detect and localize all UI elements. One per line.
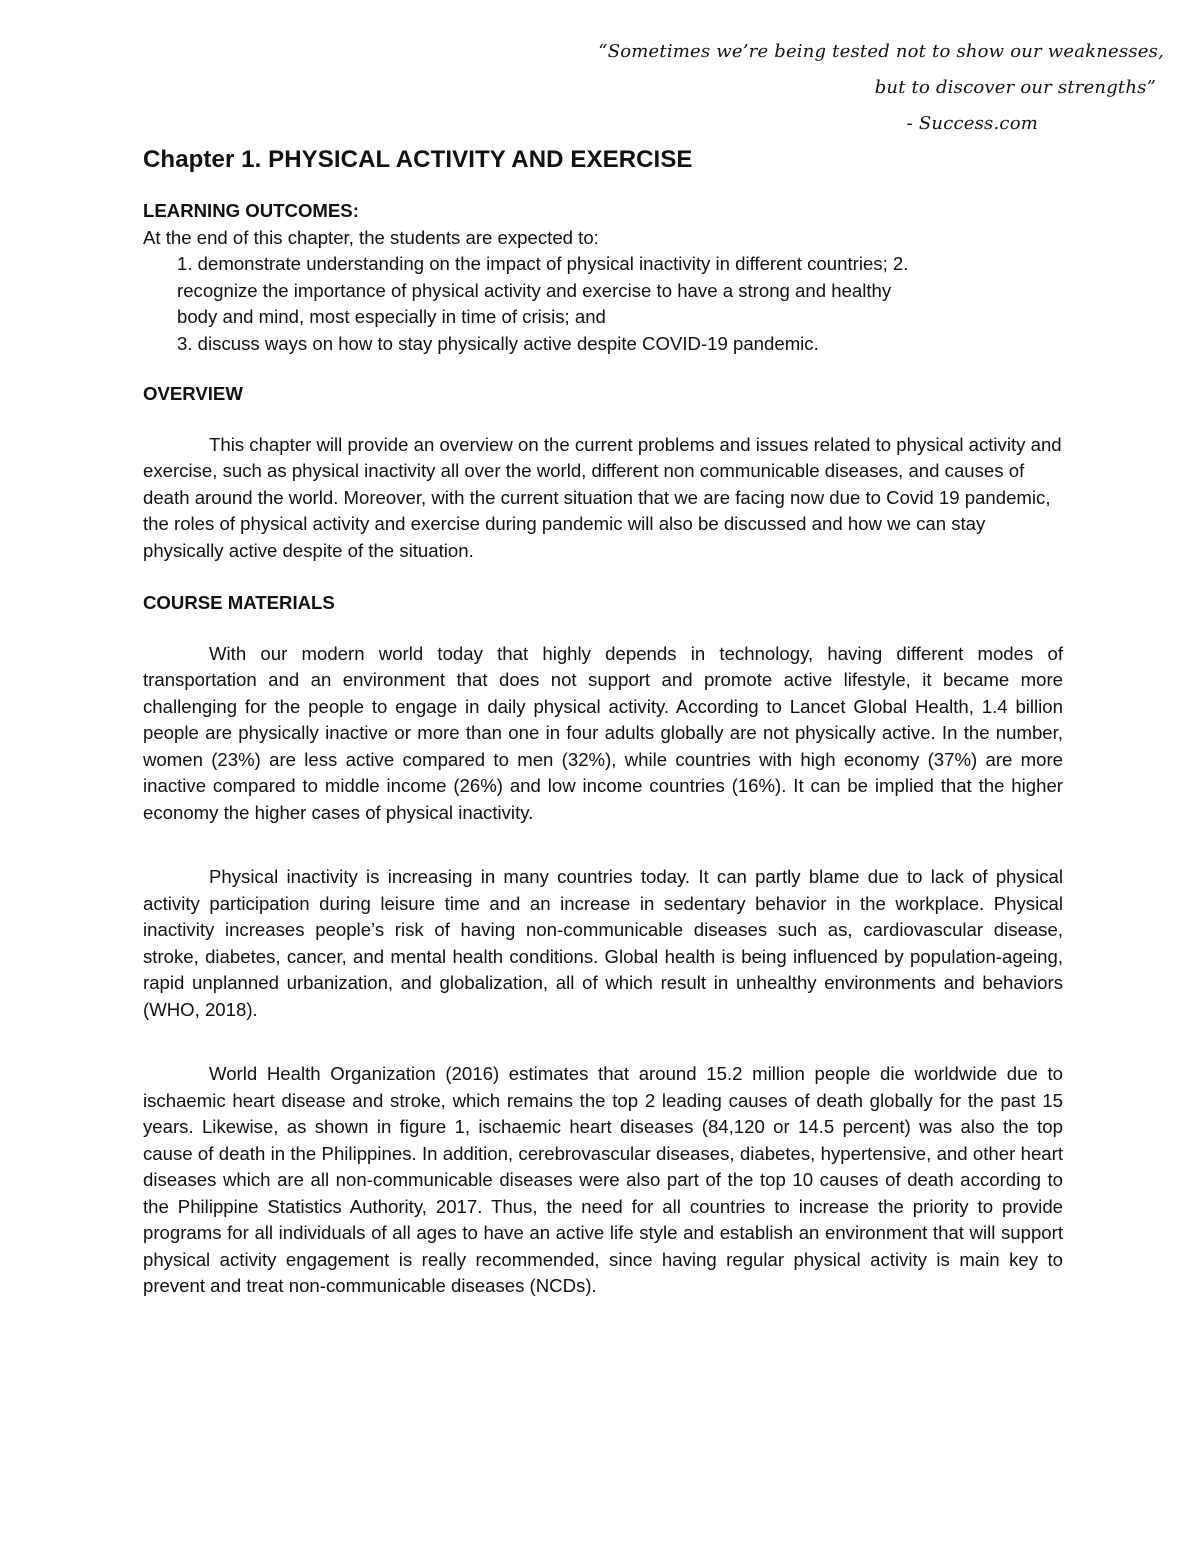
chapter-title: Chapter 1. PHYSICAL ACTIVITY AND EXERCISE xyxy=(143,146,693,173)
document-body xyxy=(143,143,1063,1300)
outcome-line: 1. demonstrate understanding on the impact of physical inactivity in different countries; 2. xyxy=(177,253,909,274)
course-paragraph-3: World Health Organization (2016) estimates that around 15.2 million people die worldwide due to ischaemic heart disease and stroke, which remains the top 2 leading causes of death globally for the past 15 years. Likewise, as shown in figure 1, ischaemic heart diseases (84,120 or 14.5 percent) was also the top cause of death in the Philippines. In addition, cerebrovascular diseases, diabetes, hypertensive, and other heart diseases which are all non-communicable diseases were also part of the top 10 causes of death according to the Philippine Statistics Authority, 2017. Thus, the need for all countries to increase the priority to provide programs for all individuals of all ages to have an active life style and establish an environment that will support physical activity engagement is really recommended, since having regular physical activity is main key to prevent and treat non-communicable diseases (NCDs). xyxy=(143,1063,1063,1296)
overview-paragraph: This chapter will provide an overview on the current problems and issues related to physical activity and exercise, such as physical inactivity all over the world, different non communicable diseases, and causes of death around the world. Moreover, with the current situation that we are facing now due to Covid 19 pandemic, the roles of physical activity and exercise during pandemic will also be discussed and how we can stay physically active despite of the situation. xyxy=(143,433,1062,561)
course-materials-heading: COURSE MATERIALS xyxy=(143,592,335,613)
quote-line-1: “Sometimes we’re being tested not to show our weaknesses, xyxy=(598,41,1164,62)
quote-line-2: but to discover our strengths” xyxy=(874,77,1156,98)
course-paragraph-2: Physical inactivity is increasing in many countries today. It can partly blame due to lack of physical activity participation during leisure time and an increase in sedentary behavior in the workplace. Physical inactivity increases people’s risk of having non-communicable diseases such as, cardiovascular disease, stroke, diabetes, cancer, and mental health conditions. Global health is being influenced by population-ageing, rapid unplanned urbanization, and globalization, all of which result in unhealthy environments and behaviors (WHO, 2018). xyxy=(143,866,1063,1020)
learning-outcomes-heading: LEARNING OUTCOMES: xyxy=(143,200,359,221)
outcome-line: 3. discuss ways on how to stay physically active despite COVID-19 pandemic. xyxy=(177,332,819,354)
learning-outcomes-list xyxy=(143,251,1063,357)
quote-attribution: - Success.com xyxy=(906,113,1038,134)
epigraph-quote xyxy=(524,34,1164,142)
course-paragraph-1: With our modern world today that highly depends in technology, having different modes of transportation and an environment that does not support and promote active lifestyle, it became more challenging for the people to engage in daily physical activity. According to Lancet Global Health, 1.4 billion people are physically inactive or more than one in four adults globally are not physically active. In the number, women (23%) are less active compared to men (32%), while countries with high economy (37%) are more inactive compared to middle income (26%) and low income countries (16%). It can be implied that the higher economy the higher cases of physical inactivity. xyxy=(143,642,1063,823)
outcome-line: recognize the importance of physical activity and exercise to have a strong and healthy xyxy=(177,279,892,301)
overview-heading: OVERVIEW xyxy=(143,383,243,404)
learning-outcomes-intro: At the end of this chapter, the students are expected to: xyxy=(143,226,599,248)
outcome-line: body and mind, most especially in time of crisis; and xyxy=(177,306,606,327)
